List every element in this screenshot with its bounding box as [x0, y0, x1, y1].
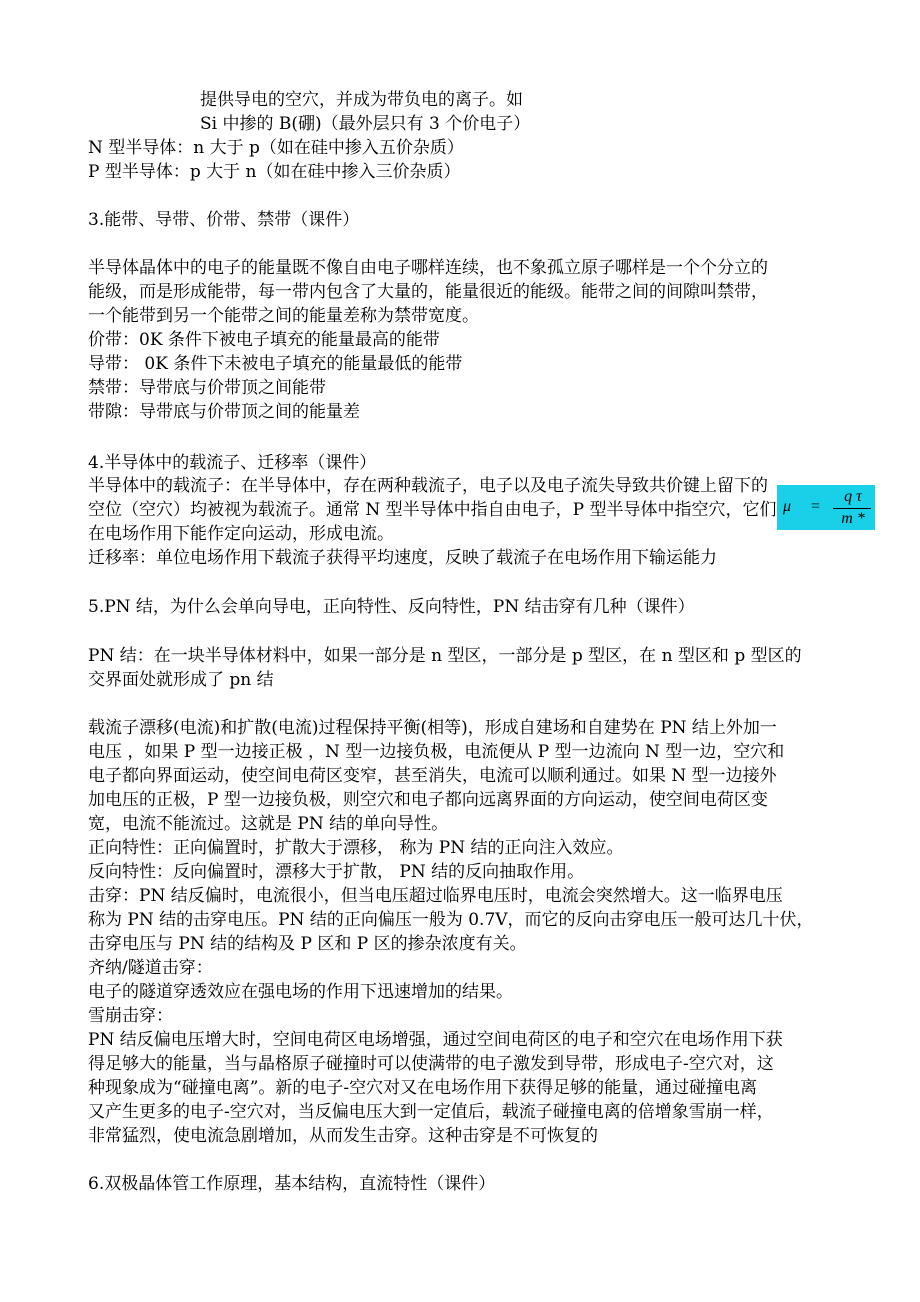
formula-numerator: q τ — [844, 488, 862, 505]
text-line: 一个能带到另一个能带之间的能量差称为禁带宽度。 — [88, 306, 479, 326]
text-line: 带隙：导带底与价带顶之间的能量差 — [88, 402, 360, 422]
text-line: 导带： 0K 条件下未被电子填充的能量最低的能带 — [88, 354, 463, 374]
formula-fraction-bar — [833, 508, 871, 509]
text-line: 又产生更多的电子-空穴对，当反偏电压大到一定值后，载流子碰撞电离的倍增象雪崩一样， — [88, 1102, 774, 1122]
text-line: 迁移率：单位电场作用下载流子获得平均速度，反映了载流子在电场作用下输运能力 — [88, 548, 717, 568]
formula-mu: μ — [783, 498, 792, 515]
text-line: 半导体晶体中的电子的能量既不像自由电子哪样连续，也不象孤立原子哪样是一个个分立的 — [88, 258, 768, 278]
text-line: 交界面处就形成了 pn 结 — [88, 670, 274, 690]
text-line: 价带：0K 条件下被电子填充的能量最高的能带 — [88, 330, 440, 350]
section-heading: 3.能带、导带、价带、禁带（课件） — [88, 210, 360, 230]
formula-denominator: m * — [841, 510, 865, 527]
section-heading: 5.PN 结，为什么会单向导电，正向特性、反向特性，PN 结击穿有几种（课件） — [88, 597, 695, 617]
text-line: 得足够大的能量，当与晶格原子碰撞时可以使满带的电子激发到导带，形成电子-空穴对，这 — [88, 1054, 774, 1074]
text-line: 空位（空穴）均被视为载流子。通常 N 型半导体中指自由电子，P 型半导体中指空穴，它们 — [88, 500, 777, 520]
formula-equals: = — [811, 498, 821, 515]
text-line: 电子的隧道穿透效应在强电场的作用下迅速增加的结果。 — [88, 982, 513, 1002]
text-line: 加电压的正极，P 型一边接负极，则空穴和电子都向远离界面的方向运动，使空间电荷区变 — [88, 790, 768, 810]
text-line: 载流子漂移(电流)和扩散(电流)过程保持平衡(相等)，形成自建场和自建势在 PN 结上外加一 — [88, 718, 777, 738]
text-line: 在电场作用下能作定向运动，形成电流。 — [88, 524, 394, 544]
text-line: 半导体中的载流子：在半导体中，存在两种载流子，电子以及电子流失导致共价键上留下的 — [88, 476, 768, 496]
text-line: PN 结反偏电压增大时，空间电荷区电场增强，通过空间电荷区的电子和空穴在电场作用下获 — [88, 1030, 783, 1050]
text-line: 提供导电的空穴，并成为带负电的离子。如 — [200, 90, 523, 110]
text-line: 能级，而是形成能带，每一带内包含了大量的，能量很近的能级。能带之间的间隙叫禁带， — [88, 282, 768, 302]
text-line: Si 中掺的 B(硼)（最外层只有 3 个价电子） — [200, 114, 531, 134]
text-line: PN 结：在一块半导体材料中，如果一部分是 n 型区，一部分是 p 型区，在 n 型区和 p 型区的 — [88, 646, 802, 666]
mobility-formula — [777, 485, 875, 530]
text-line: N 型半导体：n 大于 p（如在硅中掺入五价杂质） — [88, 138, 464, 158]
section-heading: 4.半导体中的载流子、迁移率（课件） — [88, 453, 377, 473]
text-line: 种现象成为“碰撞电离”。新的电子-空穴对又在电场作用下获得足够的能量，通过碰撞电离 — [88, 1078, 758, 1098]
text-line: 雪崩击穿： — [88, 1006, 173, 1026]
text-line: 电子都向界面运动，使空间电荷区变窄，甚至消失，电流可以顺利通过。如果 N 型一边接外 — [88, 766, 777, 786]
text-line: 电压 ，如果 P 型一边接正极 ，N 型一边接负极，电流便从 P 型一边流向 N 型一边，空穴和 — [88, 742, 785, 762]
text-line: 宽，电流不能流过。这就是 PN 结的单向导性。 — [88, 814, 449, 834]
text-line: 齐纳/隧道击穿： — [88, 958, 213, 978]
section-heading: 6.双极晶体管工作原理，基本结构，直流特性（课件） — [88, 1174, 496, 1194]
text-line: 击穿：PN 结反偏时，电流很小，但当电压超过临界电压时，电流会突然增大。这一临界电压 — [88, 886, 783, 906]
text-line: 反向特性：反向偏置时，漂移大于扩散， PN 结的反向抽取作用。 — [88, 862, 585, 882]
text-line: 击穿电压与 PN 结的结构及 P 区和 P 区的掺杂浓度有关。 — [88, 934, 527, 954]
text-line: 非常猛烈，使电流急剧增加，从而发生击穿。这种击穿是不可恢复的 — [88, 1126, 598, 1146]
text-line: P 型半导体：p 大于 n（如在硅中掺入三价杂质） — [88, 162, 461, 182]
text-line: 正向特性：正向偏置时，扩散大于漂移， 称为 PN 结的正向注入效应。 — [88, 838, 624, 858]
text-line: 称为 PN 结的击穿电压。PN 结的正向偏压一般为 0.7V，而它的反向击穿电压一般可达几十伏， — [88, 910, 814, 930]
text-line: 禁带：导带底与价带顶之间能带 — [88, 378, 326, 398]
